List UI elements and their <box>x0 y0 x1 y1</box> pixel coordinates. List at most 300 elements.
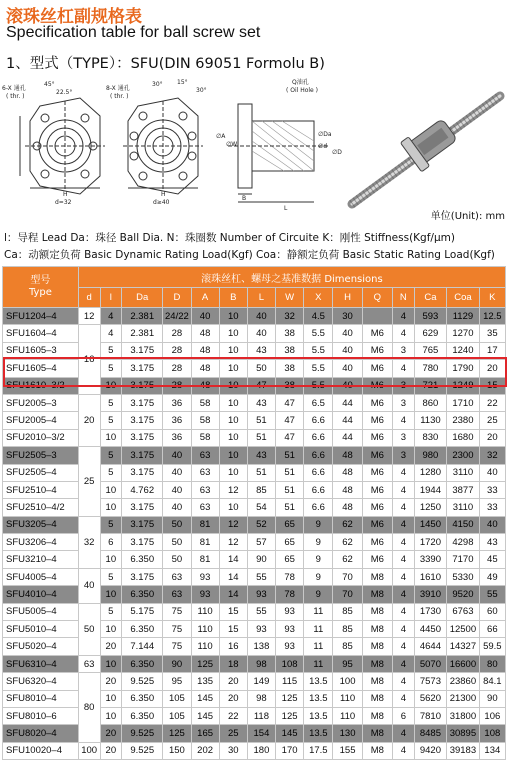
cell-d: 95 <box>163 673 191 690</box>
cell-l: 10 <box>100 690 122 707</box>
left-angle2: 22.5° <box>56 89 73 96</box>
cell-k: 20 <box>479 360 505 377</box>
page-title-cn: 滚珠丝杠副规格表 <box>6 7 142 27</box>
column-header-q: Q <box>362 288 392 308</box>
cell-b: 10 <box>219 499 247 516</box>
cell-x: 6.6 <box>304 412 333 429</box>
cell-l: 10 <box>100 429 122 446</box>
cell-x: 11 <box>304 603 333 620</box>
cell-q: M8 <box>362 568 392 585</box>
cell-b: 20 <box>219 690 247 707</box>
cell-da: 9.525 <box>122 742 163 759</box>
cell-l: 118 <box>247 707 275 724</box>
table-row <box>3 308 506 325</box>
cell-d: 24/22 <box>163 308 191 325</box>
cell-l: 5 <box>100 568 122 585</box>
phi-da-label: ∅Da <box>318 131 332 138</box>
model-cell: SFU6310–4 <box>3 655 79 672</box>
column-header-b: B <box>219 288 247 308</box>
cell-ca: 1450 <box>414 516 447 533</box>
left-holes-label: 6-X 通孔 <box>2 85 26 92</box>
cell-n: 4 <box>393 551 415 568</box>
cell-ca: 1610 <box>414 568 447 585</box>
page-title-en: Specification table for ball screw set <box>6 24 261 41</box>
cell-n: 4 <box>393 308 415 325</box>
cell-d: 40 <box>163 481 191 498</box>
cell-b: 30 <box>219 742 247 759</box>
table-row <box>3 707 506 724</box>
unit-label: 单位(Unit): mm <box>430 211 505 222</box>
cell-k: 106 <box>479 707 505 724</box>
cell-q: M6 <box>362 342 392 359</box>
cell-x: 5.5 <box>304 342 333 359</box>
model-header-en: Type <box>28 287 52 298</box>
phi-d-label: ∅d <box>318 143 328 150</box>
cell-q: M6 <box>362 412 392 429</box>
cell-b: 10 <box>219 342 247 359</box>
model-cell: SFU4010–4 <box>3 586 79 603</box>
model-cell: SFU4005–4 <box>3 568 79 585</box>
cell-k: 80 <box>479 655 505 672</box>
cell-a: 63 <box>191 481 219 498</box>
model-cell: SFU1610–3/2 <box>3 377 79 394</box>
cell-b: 10 <box>219 308 247 325</box>
cell-d: 63 <box>163 568 191 585</box>
cell-a: 125 <box>191 655 219 672</box>
diameter-cell: 100 <box>78 742 100 759</box>
table-row <box>3 586 506 603</box>
cell-k: 66 <box>479 621 505 638</box>
cell-w: 51 <box>276 464 304 481</box>
column-header-ca: Ca <box>414 288 447 308</box>
left-angle1: 45° <box>44 81 55 88</box>
cell-h: 40 <box>333 342 362 359</box>
cell-l: 6 <box>100 534 122 551</box>
model-cell: SFU3206–4 <box>3 534 79 551</box>
cell-b: 10 <box>219 447 247 464</box>
table-row <box>3 412 506 429</box>
cell-b: 25 <box>219 725 247 742</box>
cell-l: 180 <box>247 742 275 759</box>
cell-l: 10 <box>100 586 122 603</box>
cell-k: 134 <box>479 742 505 759</box>
cell-x: 5.5 <box>304 360 333 377</box>
cell-l: 20 <box>100 742 122 759</box>
cell-coa: 21300 <box>447 690 480 707</box>
cell-w: 65 <box>276 534 304 551</box>
cell-d: 36 <box>163 429 191 446</box>
cell-a: 81 <box>191 551 219 568</box>
model-header-cn: 型号 <box>30 275 51 286</box>
cell-l: 10 <box>100 621 122 638</box>
cell-l: 54 <box>247 499 275 516</box>
cell-b: 10 <box>219 412 247 429</box>
cell-a: 48 <box>191 325 219 342</box>
cell-l: 98 <box>247 690 275 707</box>
cell-l: 50 <box>247 360 275 377</box>
cell-coa: 4298 <box>447 534 480 551</box>
cell-n: 4 <box>393 673 415 690</box>
cell-coa: 1680 <box>447 429 480 446</box>
table-row <box>3 481 506 498</box>
cell-da: 3.175 <box>122 534 163 551</box>
cell-w: 47 <box>276 394 304 411</box>
model-cell: SFU1605–3 <box>3 342 79 359</box>
cell-da: 3.175 <box>122 360 163 377</box>
cell-w: 38 <box>276 377 304 394</box>
cell-w: 47 <box>276 412 304 429</box>
cell-l: 85 <box>247 481 275 498</box>
model-cell: SFU3210–4 <box>3 551 79 568</box>
cell-k: 17 <box>479 342 505 359</box>
cell-a: 58 <box>191 394 219 411</box>
dim-b-label: B <box>242 195 247 202</box>
cell-k: 60 <box>479 603 505 620</box>
cell-l: 5 <box>100 516 122 533</box>
cell-h: 85 <box>333 603 362 620</box>
cell-n: 6 <box>393 707 415 724</box>
cell-b: 10 <box>219 360 247 377</box>
cell-a: 48 <box>191 342 219 359</box>
mid-angle2: 15° <box>177 79 188 86</box>
model-cell: SFU8020–4 <box>3 725 79 742</box>
cell-w: 32 <box>276 308 304 325</box>
cell-k: 108 <box>479 725 505 742</box>
cell-da: 3.175 <box>122 447 163 464</box>
cell-x: 9 <box>304 568 333 585</box>
cell-a: 145 <box>191 707 219 724</box>
cell-d: 40 <box>163 499 191 516</box>
cell-x: 13.5 <box>304 673 333 690</box>
cell-coa: 1790 <box>447 360 480 377</box>
cell-d: 28 <box>163 377 191 394</box>
cell-l: 10 <box>100 655 122 672</box>
cell-h: 48 <box>333 499 362 516</box>
phi-a-label: ∅A <box>216 133 226 140</box>
model-cell: SFU2510–4 <box>3 481 79 498</box>
cell-b: 12 <box>219 534 247 551</box>
cell-x: 5.5 <box>304 325 333 342</box>
cell-da: 6.350 <box>122 690 163 707</box>
diameter-cell: 50 <box>78 603 100 655</box>
cell-ca: 3390 <box>414 551 447 568</box>
oil-hole-cn: Q油孔 <box>292 79 309 86</box>
cell-w: 38 <box>276 342 304 359</box>
cell-x: 6.6 <box>304 429 333 446</box>
diameter-cell: 16 <box>78 325 100 395</box>
cell-ca: 1720 <box>414 534 447 551</box>
cell-a: 81 <box>191 516 219 533</box>
cell-d: 105 <box>163 707 191 724</box>
cell-x: 17.5 <box>304 742 333 759</box>
cell-l: 43 <box>247 394 275 411</box>
cell-a: 40 <box>191 308 219 325</box>
flange-drawing-d32 <box>20 98 105 194</box>
cell-w: 51 <box>276 481 304 498</box>
cell-w: 145 <box>276 725 304 742</box>
cell-x: 6.5 <box>304 394 333 411</box>
cell-a: 145 <box>191 690 219 707</box>
cell-ca: 629 <box>414 325 447 342</box>
cell-x: 6.6 <box>304 499 333 516</box>
cell-a: 165 <box>191 725 219 742</box>
cell-coa: 5330 <box>447 568 480 585</box>
cell-h: 40 <box>333 325 362 342</box>
cell-coa: 9520 <box>447 586 480 603</box>
cell-coa: 1249 <box>447 377 480 394</box>
column-header-x: X <box>304 288 333 308</box>
cell-w: 65 <box>276 551 304 568</box>
dim-l-label: L <box>284 205 288 212</box>
cell-coa: 30895 <box>447 725 480 742</box>
cell-n: 3 <box>393 429 415 446</box>
type-line: 1、型式（TYPE）：SFU(DIN 69051 Formolu B) <box>6 56 325 72</box>
cell-a: 48 <box>191 360 219 377</box>
diameter-cell: 40 <box>78 568 100 603</box>
cell-q: M6 <box>362 499 392 516</box>
column-header-w: W <box>276 288 304 308</box>
cell-k: 33 <box>479 481 505 498</box>
cell-da: 3.175 <box>122 516 163 533</box>
cell-coa: 1710 <box>447 394 480 411</box>
cell-q: M8 <box>362 690 392 707</box>
cell-n: 4 <box>393 360 415 377</box>
cell-a: 135 <box>191 673 219 690</box>
cell-ca: 4450 <box>414 621 447 638</box>
mid-angle3: 30° <box>196 87 207 94</box>
model-cell: SFU8010–4 <box>3 690 79 707</box>
cell-ca: 593 <box>414 308 447 325</box>
cell-coa: 1240 <box>447 342 480 359</box>
cell-h: 44 <box>333 412 362 429</box>
cell-b: 14 <box>219 586 247 603</box>
cell-n: 3 <box>393 447 415 464</box>
cell-x: 4.5 <box>304 308 333 325</box>
column-header-n: N <box>393 288 415 308</box>
cell-k: 45 <box>479 551 505 568</box>
cell-h: 30 <box>333 308 362 325</box>
cell-l: 138 <box>247 638 275 655</box>
cell-coa: 6763 <box>447 603 480 620</box>
column-header-da: Da <box>122 288 163 308</box>
cell-l: 5 <box>100 394 122 411</box>
cell-q: M8 <box>362 673 392 690</box>
cell-l: 5 <box>100 464 122 481</box>
column-header-l: l <box>100 288 122 308</box>
spec-table <box>2 266 506 760</box>
cell-l: 5 <box>100 447 122 464</box>
cell-b: 10 <box>219 325 247 342</box>
cell-coa: 3110 <box>447 499 480 516</box>
diameter-cell: 32 <box>78 516 100 568</box>
cell-q: M8 <box>362 586 392 603</box>
cell-q: M6 <box>362 551 392 568</box>
cell-n: 4 <box>393 603 415 620</box>
cell-d: 40 <box>163 464 191 481</box>
cell-w: 125 <box>276 707 304 724</box>
cell-d: 28 <box>163 342 191 359</box>
cell-k: 20 <box>479 429 505 446</box>
cell-h: 110 <box>333 707 362 724</box>
cell-x: 13.5 <box>304 725 333 742</box>
cell-x: 9 <box>304 516 333 533</box>
cell-ca: 7573 <box>414 673 447 690</box>
cell-q: M8 <box>362 725 392 742</box>
cell-k: 40 <box>479 464 505 481</box>
table-row <box>3 603 506 620</box>
cell-l: 20 <box>100 638 122 655</box>
cell-coa: 4150 <box>447 516 480 533</box>
legend-line-2: Ca：动额定负荷 Basic Dynamic Rating Load(Kgf) Coa：静额定负荷 Basic Static Rating Load(Kgf) <box>4 249 495 261</box>
cell-l: 4 <box>100 325 122 342</box>
cell-q: M8 <box>362 742 392 759</box>
table-row <box>3 568 506 585</box>
cell-x: 11 <box>304 655 333 672</box>
model-cell: SFU6320–4 <box>3 673 79 690</box>
cell-w: 51 <box>276 447 304 464</box>
table-row <box>3 690 506 707</box>
cell-n: 4 <box>393 742 415 759</box>
cell-b: 15 <box>219 603 247 620</box>
cell-da: 2.381 <box>122 325 163 342</box>
left-dim-h: H <box>63 191 68 198</box>
cell-b: 18 <box>219 655 247 672</box>
cell-l: 52 <box>247 516 275 533</box>
cell-h: 85 <box>333 638 362 655</box>
cell-a: 202 <box>191 742 219 759</box>
model-cell: SFU2005–3 <box>3 394 79 411</box>
cell-h: 62 <box>333 516 362 533</box>
cell-q: M8 <box>362 655 392 672</box>
cell-w: 38 <box>276 325 304 342</box>
cell-h: 100 <box>333 673 362 690</box>
cell-x: 6.6 <box>304 464 333 481</box>
cell-w: 115 <box>276 673 304 690</box>
model-cell: SFU1604–4 <box>3 325 79 342</box>
cell-b: 14 <box>219 568 247 585</box>
column-header-h: H <box>333 288 362 308</box>
cell-q: M8 <box>362 603 392 620</box>
cell-q: M6 <box>362 377 392 394</box>
cell-x: 9 <box>304 534 333 551</box>
diameter-cell: 20 <box>78 394 100 446</box>
cell-h: 62 <box>333 534 362 551</box>
cell-da: 6.350 <box>122 551 163 568</box>
cell-l: 5 <box>100 360 122 377</box>
diameter-cell: 63 <box>78 655 100 672</box>
model-cell: SFU5020–4 <box>3 638 79 655</box>
cell-q: M6 <box>362 360 392 377</box>
cell-da: 7.144 <box>122 638 163 655</box>
cell-w: 51 <box>276 499 304 516</box>
left-thr-label: ( thr. ) <box>6 93 25 100</box>
table-row <box>3 377 506 394</box>
cell-d: 90 <box>163 655 191 672</box>
cell-x: 5.5 <box>304 377 333 394</box>
table-row <box>3 325 506 342</box>
cell-h: 110 <box>333 690 362 707</box>
table-row <box>3 655 506 672</box>
cell-d: 75 <box>163 621 191 638</box>
cell-l: 40 <box>247 308 275 325</box>
cell-coa: 1129 <box>447 308 480 325</box>
cell-n: 4 <box>393 325 415 342</box>
left-dim-d: d=32 <box>55 199 72 206</box>
model-cell: SFU10020–4 <box>3 742 79 759</box>
table-row <box>3 499 506 516</box>
cell-d: 50 <box>163 551 191 568</box>
cell-n: 4 <box>393 534 415 551</box>
cell-x: 13.5 <box>304 707 333 724</box>
cell-h: 48 <box>333 447 362 464</box>
table-row <box>3 534 506 551</box>
cell-ca: 1280 <box>414 464 447 481</box>
cell-l: 40 <box>247 325 275 342</box>
cell-coa: 7170 <box>447 551 480 568</box>
cell-b: 10 <box>219 429 247 446</box>
cell-k: 25 <box>479 412 505 429</box>
cell-x: 9 <box>304 551 333 568</box>
cell-w: 93 <box>276 638 304 655</box>
model-cell: SFU2010–3/2 <box>3 429 79 446</box>
cell-n: 4 <box>393 568 415 585</box>
cell-ca: 5070 <box>414 655 447 672</box>
cell-b: 10 <box>219 377 247 394</box>
cell-l: 51 <box>247 464 275 481</box>
cell-b: 12 <box>219 516 247 533</box>
cell-h: 70 <box>333 568 362 585</box>
cell-w: 170 <box>276 742 304 759</box>
cell-q <box>362 308 392 325</box>
cell-ca: 1944 <box>414 481 447 498</box>
cell-q: M6 <box>362 429 392 446</box>
cell-coa: 3877 <box>447 481 480 498</box>
cell-d: 28 <box>163 325 191 342</box>
cell-q: M8 <box>362 638 392 655</box>
cell-d: 36 <box>163 412 191 429</box>
cell-n: 4 <box>393 516 415 533</box>
cell-a: 63 <box>191 464 219 481</box>
cell-h: 44 <box>333 429 362 446</box>
legend-line-1: l：导程 Lead Da：珠径 Ball Dia. N：珠圈数 Number of Circuite K：刚性 Stiffness(Kgf/μm) <box>4 232 455 244</box>
cell-da: 5.175 <box>122 603 163 620</box>
cell-b: 20 <box>219 673 247 690</box>
cell-x: 6.6 <box>304 447 333 464</box>
cell-n: 4 <box>393 464 415 481</box>
cell-coa: 14327 <box>447 638 480 655</box>
cell-n: 4 <box>393 655 415 672</box>
cell-da: 3.175 <box>122 499 163 516</box>
cell-a: 58 <box>191 429 219 446</box>
cell-b: 14 <box>219 551 247 568</box>
column-header-k: K <box>479 288 505 308</box>
cell-da: 3.175 <box>122 412 163 429</box>
phi-D-label: ∅D <box>332 149 342 156</box>
cell-d: 28 <box>163 360 191 377</box>
cell-a: 93 <box>191 586 219 603</box>
cell-h: 40 <box>333 377 362 394</box>
cell-a: 63 <box>191 499 219 516</box>
cell-l: 57 <box>247 534 275 551</box>
cell-l: 10 <box>100 551 122 568</box>
cell-n: 3 <box>393 342 415 359</box>
cell-ca: 5620 <box>414 690 447 707</box>
cell-x: 9 <box>304 586 333 603</box>
cell-l: 47 <box>247 377 275 394</box>
cell-b: 15 <box>219 621 247 638</box>
model-header <box>3 267 79 308</box>
diameter-cell: 80 <box>78 673 100 743</box>
